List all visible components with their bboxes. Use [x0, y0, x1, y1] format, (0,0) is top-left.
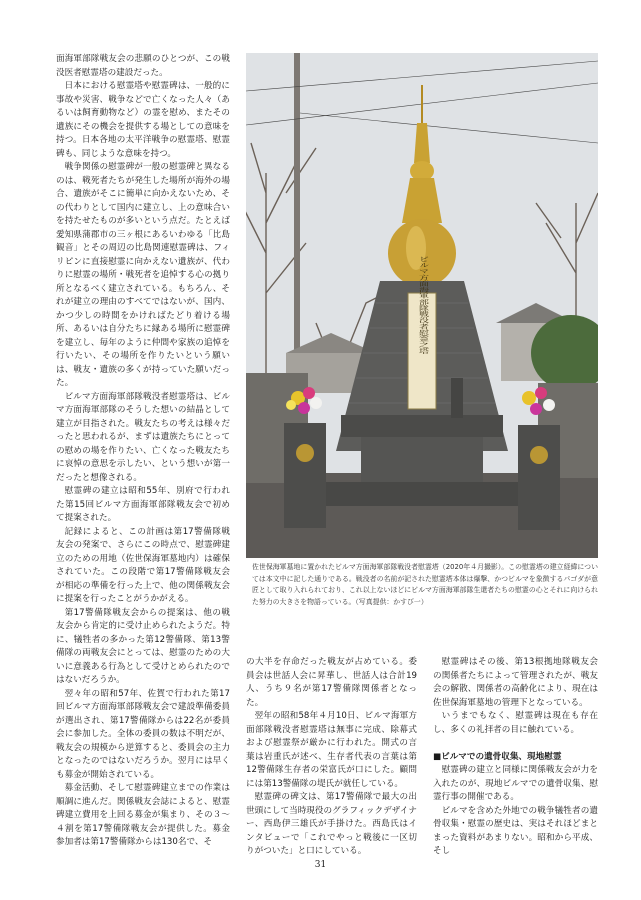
body-paragraph: ビルマを含めた外地での戦争犠牲者の遺骨収集・慰霊の歴史は、実はそれほどまとまった資料があまりない。昭和から平成、そし — [433, 805, 598, 856]
body-paragraph: 翌々年の昭和57年、佐賀で行われた第17回ビルマ方面海軍部隊戦友会で建設準備委員が選出され、第17警備隊からは22名が委員会に参加した。全体の委員の数は不明だが、戦友会の規模から逆算すると、委員会の主力となったのではないだろうか。翌月には早くも募金が開始されている。 — [56, 688, 230, 780]
body-paragraph: 慰霊碑の建立は昭和55年、別府で行われた第15回ビルマ方面海軍部隊戦友会で初めて提案された。 — [56, 486, 230, 523]
body-paragraph: いうまでもなく、慰霊碑は現在も存在し、多くの礼拝者の目に触れている。 — [433, 711, 598, 735]
body-paragraph: の大半を存命だった戦友が占めている。委員会は世話人会に昇華し、世話人は合計19人、うち９名が第17警備隊関係者となった。 — [246, 657, 417, 708]
body-paragraph: 戦争関係の慰霊碑が一般の慰霊碑と異なるのは、戦死者たちが発生した場所が海外の場合、遺族がそこに簡単に向かえないため、その代わりとして国内に建立し、上の意味合いを持たせたものが多いという点だ。たとえば愛知県蒲郡市の三ヶ根にあるいわゆる「比島観音」とその周辺の比島関連慰霊碑は、フィリピンに直接慰霊に向かえない遺族が、代わりに慰霊の場所・戦死者を追悼する心の拠り所となるべく建立されている。もちろん、それが建立の理由のすべてではないが、国内、かつ少しの時間をかければたどり着ける場所、あるいは自分たちに縁ある場所に慰霊碑を建立し、毎年のように仲間や家族の追悼を行いたい、その場所を作りたいという願いは、戦友・遺族の多くが持っていた願いだった。 — [56, 162, 230, 388]
monument-inscription: ビルマ方面海軍部隊戦没者慰霊之塔 — [416, 256, 428, 416]
body-column-middle — [246, 656, 417, 859]
body-paragraph: 募金活動、そして慰霊碑建立までの作業は順調に進んだ。関係戦友会誌によると、慰霊碑建立費用を上回る募金が集まり、その３～４割を第17警備隊戦友会が提供した。募金参加者は第17警備隊からは130名で、そ — [56, 783, 230, 847]
photo-caption: 佐世保海軍墓地に置かれたビルマ方面海軍部隊戦没者慰霊塔（2020年４月撮影）。この慰霊塔の建立経緯については本文中に記した通りである。戦没者の名前が記された慰霊塔本体は爆撃、かつビルマを象徴するパゴダが意匠として取り入れられており、これ以上ないほどにビルマ方面海軍部隊生還者たちの慰霊の心とそれに向けられた努力の大きさを物語っている。（写真提供：かすび一） — [252, 563, 598, 606]
body-column-right — [433, 656, 598, 859]
section-heading: ■ビルマでの遺骨収集、現地慰霊 — [433, 751, 562, 762]
body-column-left — [56, 53, 230, 850]
body-paragraph: 慰霊碑はその後、第13根拠地隊戦友会の関係者たちによって管理されたが、戦友会の解散、関係者の高齢化により、現在は佐世保海軍墓地の管理下となっている。 — [433, 657, 598, 708]
body-paragraph: 翌年の昭和58年４月10日、ビルマ海軍方面部隊戦没者慰霊塔は無事に完成、除幕式および慰霊祭が厳かに行われた。開式の言葉は岩重氏が述べ、生存者代表の言葉は第12警備隊生存者の栄富氏が口にした。顧問には第13警備隊の堤氏が就任している。 — [246, 711, 417, 789]
body-paragraph: ビルマ方面海軍部隊戦没者慰霊塔は、ビルマ方面海軍部隊のそうした想いの結晶として建立が目指された。戦友たちの考えは様々だったと思われるが、まずは遺族たちにとっての慰めの場を作りたい、亡くなった戦友たちに哀悼の意思を示したい、という想いが第一だったと想像される。 — [56, 391, 230, 483]
page-number: 31 — [314, 860, 327, 870]
body-paragraph: 第17警備隊戦友会からの提案は、他の戦友会から肯定的に受け止められたようだ。特に、犠牲者の多かった第12警備隊、第13警備隊の両戦友会にとっては、慰霊のための大いに意義ある行為として受けとめられたのではないだろうか。 — [56, 607, 230, 685]
body-paragraph: 日本における慰霊塔や慰霊碑は、一般的に事故や災害、戦争などで亡くなった人々（あるいは飼育動物など）の霊を慰め、またその遺族にその機会を提供する場としての意味を持つ。日本各地の太平洋戦争の慰霊塔、慰霊碑も、同じような意味を持つ。 — [56, 81, 230, 159]
memorial-photo — [246, 53, 598, 558]
body-paragraph — [433, 737, 598, 751]
body-paragraph: 記録によると、この計画は第17警備隊戦友会の発案で、さらにこの時点で、慰霊碑建立のための用地（佐世保海軍墓地内）は確保されていた。この段階で第17警備隊戦友会が相応の準備を行った上で、他の関係戦友会に提案を行ったことがうかがえる。 — [56, 526, 230, 604]
body-paragraph: 慰霊碑の建立と同様に関係戦友会が力を入れたのが、現地ビルマでの遺骨収集、慰霊行事の開催である。 — [433, 765, 598, 802]
body-paragraph: 面海軍部隊戦友会の悲願のひとつが、この戦没医者慰霊塔の建設だった。 — [56, 54, 230, 78]
body-paragraph: 慰霊碑の碑文は、第17警備隊で最大の出世頭にして当時現役のグラフィックデザイナー、西島伊三雄氏が手掛けた。西島氏はインタビューで「これでやっと戦後に一区切りがついた」と口にしている。 — [246, 792, 417, 856]
